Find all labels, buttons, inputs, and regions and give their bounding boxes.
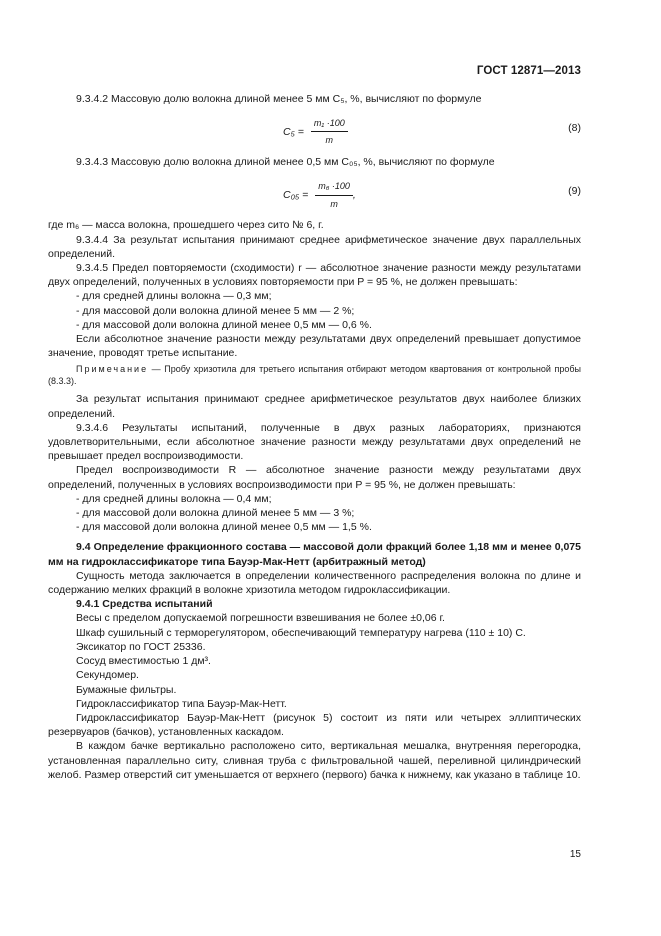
clause-9345: 9.3.4.5 Предел повторяемости (сходимости) r — абсолютное значение разности между результатами двух определений, полученных в условиях повторяемости при P = 95 %, не должен превышать: <box>48 262 581 289</box>
formula-9-lhs: C₀₅ = <box>283 189 309 201</box>
equipment-item: Бумажные фильтры. <box>76 683 177 696</box>
list-item: - для средней длины волокна — 0,3 мм; <box>76 290 272 303</box>
formula-8-fraction <box>311 116 348 147</box>
formula-9-fraction <box>315 179 353 210</box>
formula-9-denominator: m <box>330 198 338 209</box>
hydroclassifier-description: Гидроклассификатор Бауэр-Мак-Нетт (рисунок 5) состоит из пяти или четырех эллиптических резервуаров (бачков), установленных каскадом. <box>48 711 581 739</box>
clause-9344: 9.3.4.4 За результат испытания принимают среднее арифметическое значение двух параллельных определений. <box>48 233 581 260</box>
clause-9343: 9.3.4.3 Массовую долю волокна длиной менее 0,5 мм C₀₅, %, вычисляют по формуле <box>76 156 495 169</box>
reproducibility-paragraph: Предел воспроизводимости R — абсолютное значение разности между результатами двух определений, полученных в условиях воспроизводимости при P = 95 %, не должен превышать: <box>48 464 581 491</box>
formula-8-number: (8) <box>568 122 581 135</box>
section-94-heading: 9.4 Определение фракционного состава — массовой доли фракций более 1,18 мм и менее 0,075 мм на гидроклассификаторе типа Бауэр-Мак-Нетт (арбитражный метод) <box>48 541 581 568</box>
note-text: — Пробу хризотила для третьего испытания отбирают методом квартования от контрольной пробы (8.3.3). <box>48 364 581 387</box>
list-item: - для массовой доли волокна длиной менее 5 мм — 3 %; <box>76 507 355 520</box>
exceed-paragraph: Если абсолютное значение разности между результатами двух определений превышает допустимое значение, проводят третье испытание. <box>48 333 581 360</box>
formula-9-expression <box>283 179 356 210</box>
note-label: Примечание <box>76 364 149 375</box>
formula-8-numerator: m₁ ·100 <box>311 116 348 132</box>
equipment-item: Весы с пределом допускаемой погрешности взвешивания не более ±0,06 г. <box>76 612 445 625</box>
list-item: - для массовой доли волокна длиной менее 0,5 мм — 0,6 %. <box>76 318 372 331</box>
formula-9 <box>48 171 581 215</box>
clause-9342: 9.3.4.2 Массовую долю волокна длиной менее 5 мм C₅, %, вычисляют по формуле <box>76 93 482 105</box>
formula-9-numerator: m₆ ·100 <box>315 179 353 195</box>
list-item: - для средней длины волокна — 0,4 мм; <box>76 492 272 505</box>
equipment-item: Секундомер. <box>76 669 139 682</box>
list-item: - для массовой доли волокна длиной менее 5 мм — 2 %; <box>76 304 355 317</box>
page-content <box>48 92 581 782</box>
clause-9346: 9.3.4.6 Результаты испытаний, полученные в двух разных лабораториях, признаются удовлетворительными, если абсолютное значение разности между результатами двух определений не превышает предел воспроизводимости. <box>48 421 581 463</box>
standard-header: ГОСТ 12871—2013 <box>476 65 581 77</box>
section-941-heading: 9.4.1 Средства испытаний <box>76 598 213 611</box>
equipment-item: Эксикатор по ГОСТ 25336. <box>76 640 206 653</box>
note <box>48 363 581 387</box>
result-paragraph: За результат испытания принимают среднее арифметическое результатов двух наиболее близких определений. <box>48 393 581 420</box>
list-item: - для массовой доли волокна длиной менее 0,5 мм — 1,5 %. <box>76 521 372 534</box>
equipment-item: Шкаф сушильный с терморегулятором, обеспечивающий температуру нагрева (110 ± 10) С. <box>76 626 526 639</box>
page-number: 15 <box>569 849 581 860</box>
formula-9-comma: , <box>352 189 356 201</box>
equipment-item: Сосуд вместимостью 1 дм³. <box>76 655 211 668</box>
formula-8 <box>48 108 581 152</box>
equipment-item: Гидроклассификатор типа Бауэр-Мак-Нетт. <box>76 697 287 710</box>
formula-8-denominator: m <box>325 135 334 146</box>
formula-9-number: (9) <box>568 185 581 198</box>
formula-8-expression <box>283 116 348 147</box>
method-essence: Сущность метода заключается в определении количественного распределения волокна по длине и содержанию мелких фракций в волокне хризотила методом гидроклассификации. <box>48 569 581 597</box>
formula-8-lhs: C₅ = <box>283 125 304 138</box>
tank-description: В каждом бачке вертикально расположено сито, вертикальная мешалка, внутренняя перегородка, установленная параллельно ситу, сливная труба с фильтровальной чашей, переливной цилиндрический желоб. Размер отверстий сит уменьшается от верхнего (первого) бачка к нижнему, как указано в таблице 10. <box>48 740 581 781</box>
where-clause: где m₆ — масса волокна, прошедшего через сито № 6, г. <box>48 219 324 232</box>
